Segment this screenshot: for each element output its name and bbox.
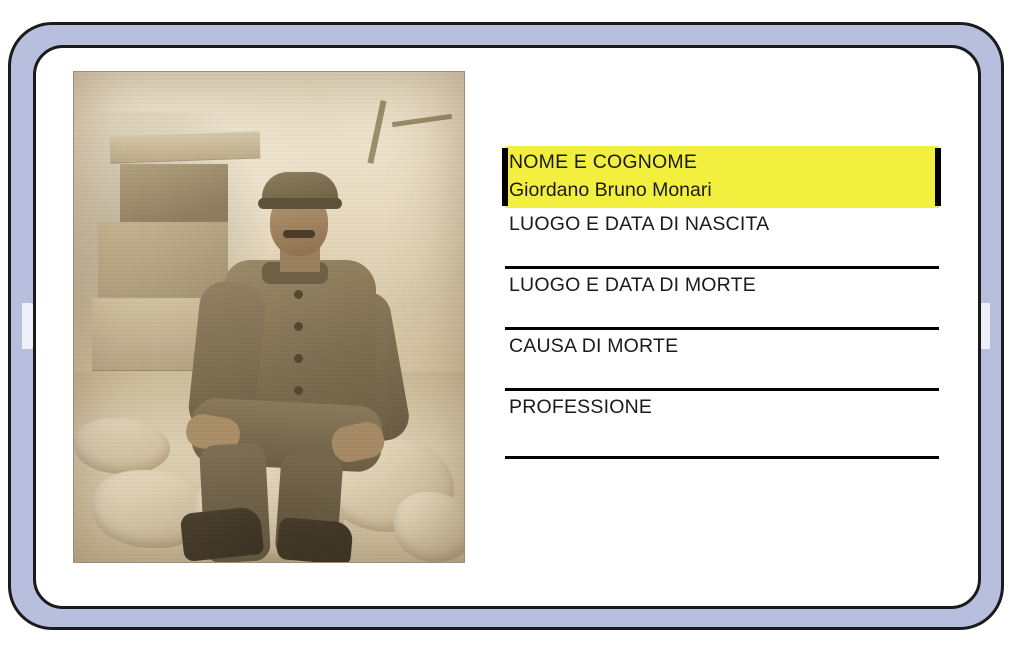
field-causa-di-morte: [505, 330, 939, 391]
field-luogo-e-data-di-morte: [505, 269, 939, 330]
field-luogo-e-data-di-nascita: [505, 208, 939, 269]
field-professione: [505, 391, 939, 460]
field-value-space: [505, 240, 939, 266]
soldier-cap-brim: [258, 198, 342, 209]
field-label-causa-di-morte: CAUSA DI MORTE: [509, 334, 679, 357]
field-value-nome-e-cognome: Giordano Bruno Monari: [505, 178, 939, 209]
highlight-right-marker: [935, 148, 941, 206]
soldier-back-boot: [276, 517, 353, 563]
photo-canvas: [74, 72, 464, 562]
field-nome-e-cognome: [505, 146, 939, 208]
field-value-space: [505, 422, 939, 456]
field-label-luogo-e-data-di-nascita: LUOGO E DATA DI NASCITA: [509, 213, 770, 236]
uniform-button: [294, 290, 303, 299]
field-rule: [505, 456, 939, 459]
soldier-moustache: [283, 230, 315, 238]
field-value-space: [505, 362, 939, 388]
field-label-nome-e-cognome: NOME E COGNOME: [505, 146, 939, 178]
soldier-photo: [73, 71, 465, 563]
soldier-figure: [74, 72, 464, 562]
highlight-left-marker: [502, 148, 508, 206]
uniform-button: [294, 386, 303, 395]
soldier-front-boot: [180, 506, 265, 562]
field-value-space: [505, 301, 939, 327]
uniform-button: [294, 354, 303, 363]
field-list: [505, 146, 939, 459]
field-label-professione: PROFESSIONE: [509, 395, 653, 418]
field-label-luogo-e-data-di-morte: LUOGO E DATA DI MORTE: [509, 274, 756, 297]
uniform-button: [294, 322, 303, 331]
